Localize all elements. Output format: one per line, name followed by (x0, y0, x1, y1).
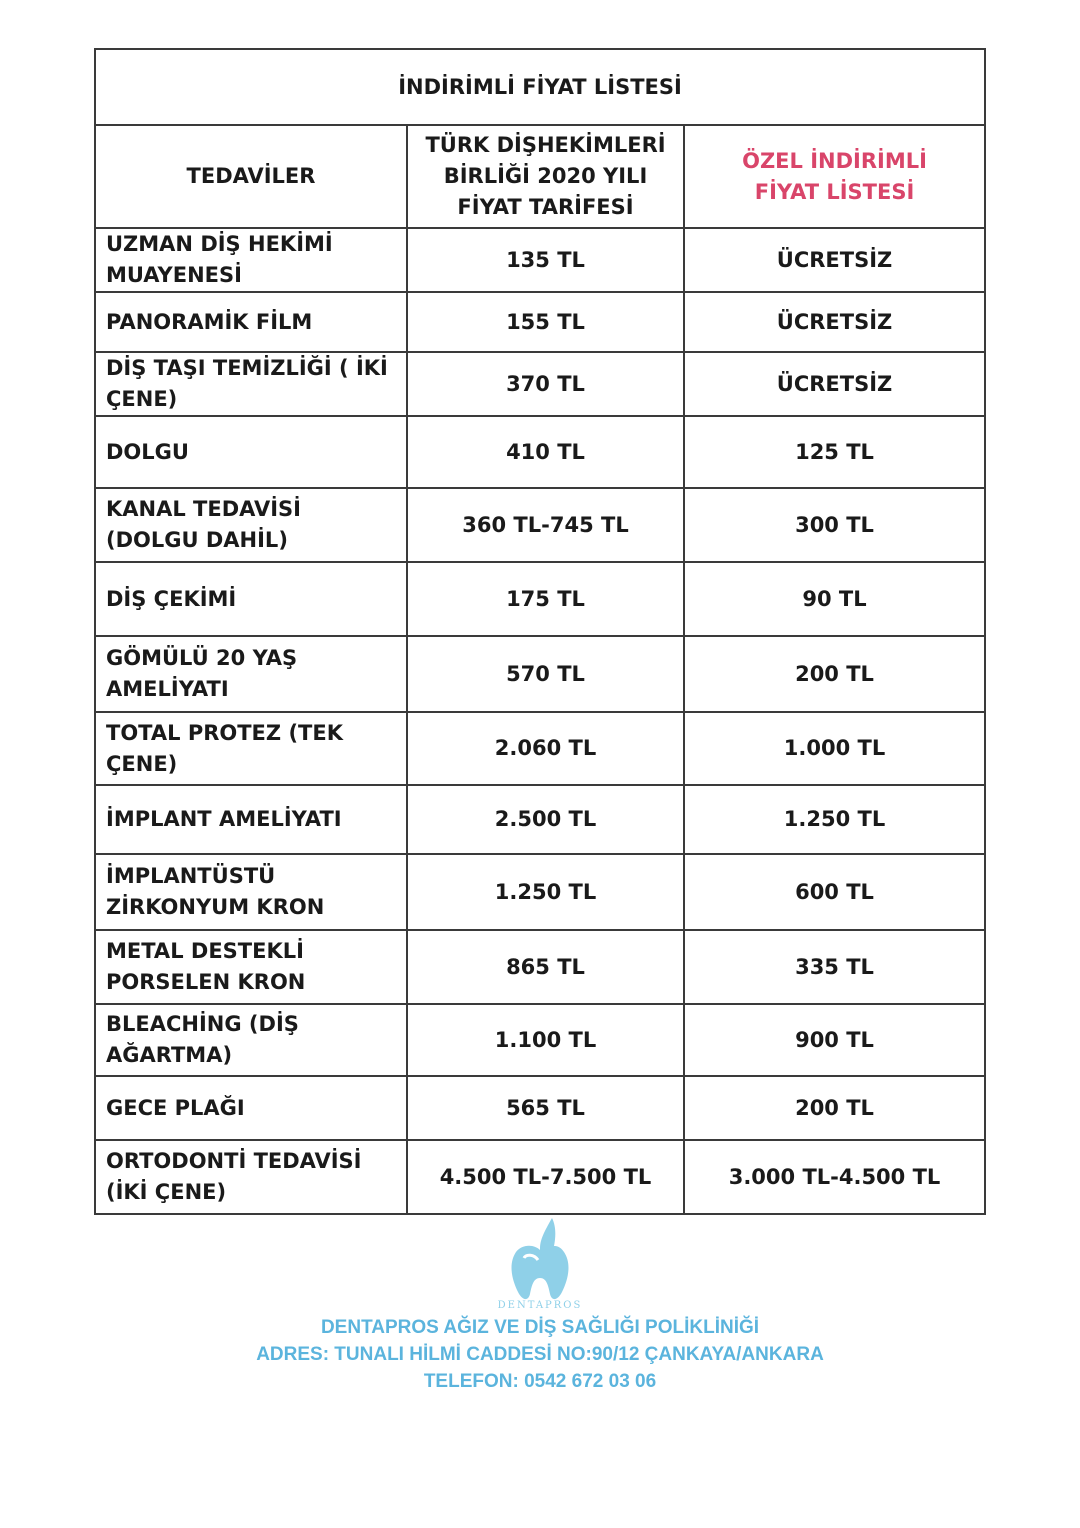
tdb-price-cell: 175 TL (407, 562, 684, 636)
special-price-cell: 900 TL (684, 1004, 985, 1076)
header-special-line-2: FİYAT LİSTESİ (754, 179, 915, 204)
special-price-cell: 125 TL (684, 416, 985, 488)
tdb-price-cell: 570 TL (407, 636, 684, 712)
treatment-cell: DOLGU (95, 416, 407, 488)
special-price-cell: 200 TL (684, 636, 985, 712)
treatment-cell: TOTAL PROTEZ (TEK ÇENE) (95, 712, 407, 785)
tdb-price-cell: 410 TL (407, 416, 684, 488)
table-row (95, 292, 985, 352)
treatment-cell: METAL DESTEKLİ PORSELEN KRON (95, 930, 407, 1004)
tdb-price-cell: 4.500 TL-7.500 TL (407, 1140, 684, 1214)
treatment-cell: GÖMÜLÜ 20 YAŞ AMELİYATI (95, 636, 407, 712)
header-treatments: TEDAVİLER (95, 125, 407, 228)
header-row (95, 125, 985, 228)
tooth-logo-icon (500, 1214, 580, 1306)
special-price-cell: 1.000 TL (684, 712, 985, 785)
table-row (95, 488, 985, 562)
treatment-cell: BLEACHİNG (DİŞ AĞARTMA) (95, 1004, 407, 1076)
title-row (95, 49, 985, 125)
table-row (95, 785, 985, 854)
tdb-price-cell: 135 TL (407, 228, 684, 292)
special-price-cell: ÜCRETSİZ (684, 352, 985, 416)
table-row (95, 1004, 985, 1076)
header-special-line-1: ÖZEL İNDİRİMLİ (742, 148, 927, 173)
clinic-name: DENTAPROS AĞIZ VE DİŞ SAĞLIĞI POLİKLİNİĞİ (320, 1317, 760, 1338)
treatment-cell: İMPLANT AMELİYATI (95, 785, 407, 854)
table-title: İNDİRİMLİ FİYAT LİSTESİ (95, 49, 985, 125)
treatment-cell: GECE PLAĞI (95, 1076, 407, 1140)
tdb-price-cell: 360 TL-745 TL (407, 488, 684, 562)
special-price-cell: 90 TL (684, 562, 985, 636)
table-row (95, 416, 985, 488)
tdb-price-cell: 1.250 TL (407, 854, 684, 930)
logo-wordmark: DENTAPROS (497, 1300, 583, 1311)
treatment-cell: KANAL TEDAVİSİ (DOLGU DAHİL) (95, 488, 407, 562)
header-tdb-line-1: TÜRK DİŞHEKİMLERİ (425, 133, 666, 157)
tdb-price-cell: 155 TL (407, 292, 684, 352)
treatment-cell: UZMAN DİŞ HEKİMİ MUAYENESİ (95, 228, 407, 292)
header-tdb-line-3: FİYAT TARİFESİ (457, 195, 634, 219)
special-price-cell: 300 TL (684, 488, 985, 562)
special-price-cell: 1.250 TL (684, 785, 985, 854)
treatment-cell: DİŞ TAŞI TEMİZLİĞİ ( İKİ ÇENE) (95, 352, 407, 416)
table-row (95, 1076, 985, 1140)
treatment-cell: DİŞ ÇEKİMİ (95, 562, 407, 636)
table-row (95, 930, 985, 1004)
header-tdb-line-2: BİRLİĞİ 2020 YILI (443, 164, 648, 188)
treatment-cell: PANORAMİK FİLM (95, 292, 407, 352)
table-row (95, 636, 985, 712)
tdb-price-cell: 565 TL (407, 1076, 684, 1140)
tdb-price-cell: 370 TL (407, 352, 684, 416)
tdb-price-cell: 865 TL (407, 930, 684, 1004)
table-row (95, 1140, 985, 1214)
tdb-price-cell: 1.100 TL (407, 1004, 684, 1076)
price-rows (95, 228, 985, 1214)
table-row (95, 228, 985, 292)
clinic-address: ADRES: TUNALI HİLMİ CADDESİ NO:90/12 ÇANKAYA/ANKARA (256, 1344, 824, 1365)
special-price-cell: 335 TL (684, 930, 985, 1004)
table-row (95, 562, 985, 636)
treatment-cell: ORTODONTİ TEDAVİSİ (İKİ ÇENE) (95, 1140, 407, 1214)
special-price-cell: 3.000 TL-4.500 TL (684, 1140, 985, 1214)
tdb-price-cell: 2.500 TL (407, 785, 684, 854)
header-special-price (684, 125, 985, 228)
table-row (95, 352, 985, 416)
header-tdb-tariff (407, 125, 684, 228)
table-row (95, 712, 985, 785)
clinic-phone: TELEFON: 0542 672 03 06 (423, 1371, 657, 1392)
special-price-cell: 600 TL (684, 854, 985, 930)
special-price-cell: ÜCRETSİZ (684, 292, 985, 352)
table-row (95, 854, 985, 930)
tdb-price-cell: 2.060 TL (407, 712, 684, 785)
special-price-cell: ÜCRETSİZ (684, 228, 985, 292)
treatment-cell: İMPLANTÜSTÜ ZİRKONYUM KRON (95, 854, 407, 930)
special-price-cell: 200 TL (684, 1076, 985, 1140)
price-table (94, 48, 986, 1215)
clinic-footer (0, 1214, 1080, 1395)
